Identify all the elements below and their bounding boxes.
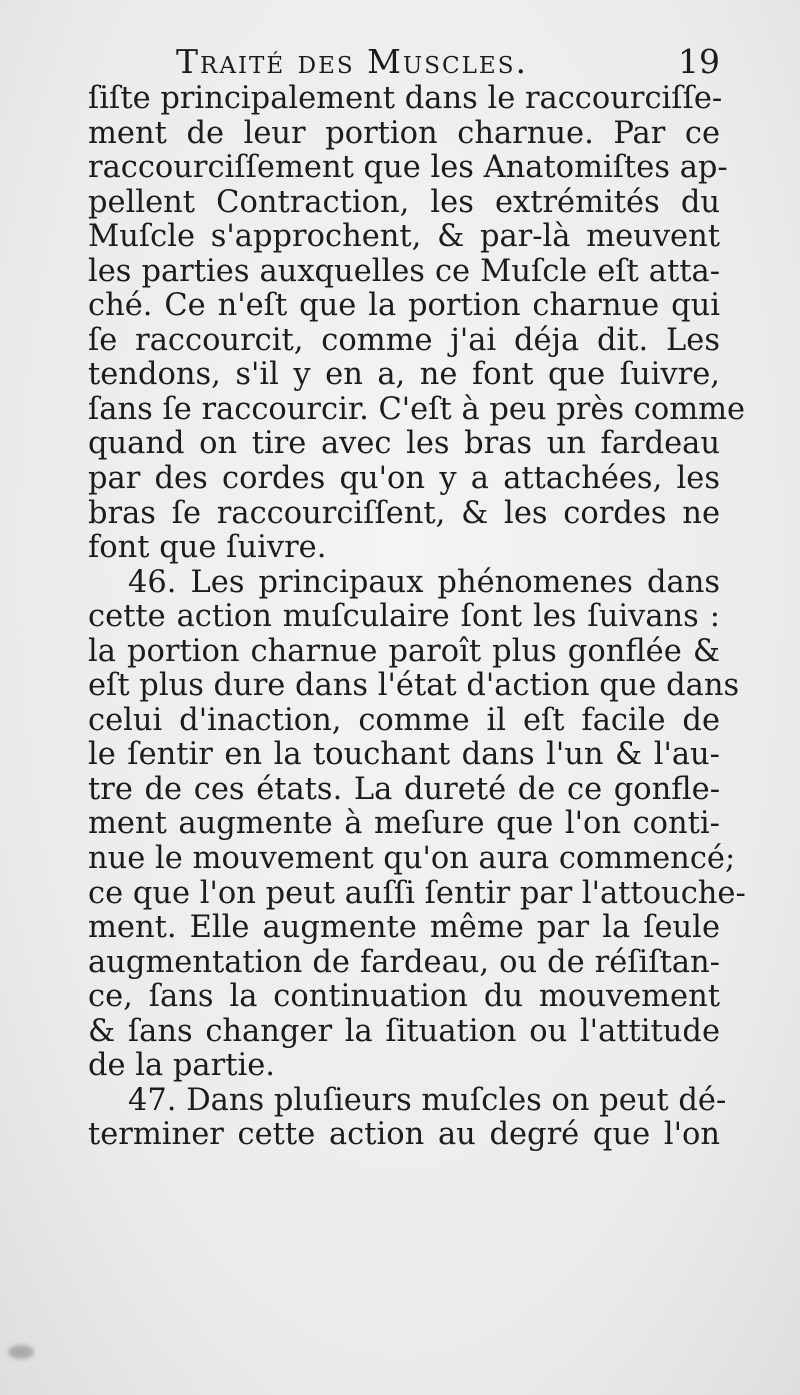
text-line: ment augmente à meſure que l'on conti-: [88, 806, 720, 842]
text-line: terminer cette action au degré que l'on: [88, 1117, 720, 1153]
text-line: ſiſte principalement dans le raccourciſſe-: [88, 81, 723, 116]
paragraph-46-start: 46. Les principaux phénomenes dans: [128, 564, 720, 600]
page-header: [88, 42, 720, 82]
text-line: par des cordes qu'on y a attachées, les: [88, 461, 720, 497]
text-line: raccourciſſement que les Anatomiſtes ap-: [88, 150, 728, 186]
text-line: nue le mouvement qu'on aura commencé;: [88, 841, 736, 877]
text-line: cette action muſculaire ſont les ſuivans :: [88, 599, 720, 635]
body-text: [88, 81, 746, 1153]
text-line: ce que l'on peut auſſi ſentir par l'attouche-: [88, 875, 746, 911]
text-line: ment. Elle augmente même par la ſeule: [88, 910, 720, 946]
paragraph-47-start: 47. Dans pluſieurs muſcles on peut dé-: [128, 1082, 727, 1118]
text-line: de la partie.: [88, 1048, 275, 1084]
text-line: ſans ſe raccourcir. C'eſt à peu près comme: [88, 391, 746, 427]
text-line: eſt plus dure dans l'état d'action que dans: [88, 668, 740, 704]
text-line: le ſentir en la touchant dans l'un & l'au-: [88, 737, 720, 773]
text-line: augmentation de fardeau, ou de réſiſtan-: [88, 944, 720, 980]
text-line: bras ſe raccourciſſent, & les cordes ne: [88, 495, 720, 531]
text-line: Muſcle s'approchent, & par-là meuvent: [88, 219, 720, 255]
ink-smudge: [8, 1345, 34, 1359]
running-title: Traité des Muscles.: [176, 42, 528, 81]
text-line: les parties auxquelles ce Muſcle eſt atta-: [88, 253, 720, 289]
text-line: pellent Contraction, les extrémités du: [88, 184, 720, 220]
text-line: tre de ces états. La dureté de ce gonfle-: [88, 771, 720, 807]
page-number: 19: [678, 42, 720, 81]
text-line: tendons, s'il y en a, ne font que ſuivre,: [88, 357, 720, 393]
text-line: la portion charnue paroît plus gonflée &: [88, 633, 720, 669]
text-line: ment de leur portion charnue. Par ce: [88, 115, 720, 151]
text-line: celui d'inaction, comme il eſt facile de: [88, 702, 720, 738]
text-line: quand on tire avec les bras un fardeau: [88, 426, 720, 462]
text-line: ché. Ce n'eſt que la portion charnue qui: [88, 288, 720, 324]
text-line: ſe raccourcit, comme j'ai déja dit. Les: [88, 322, 720, 358]
text-line: ce, ſans la continuation du mouvement: [88, 979, 720, 1015]
text-line: font que ſuivre.: [88, 530, 327, 566]
text-line: & ſans changer la ſituation ou l'attitude: [88, 1013, 720, 1049]
